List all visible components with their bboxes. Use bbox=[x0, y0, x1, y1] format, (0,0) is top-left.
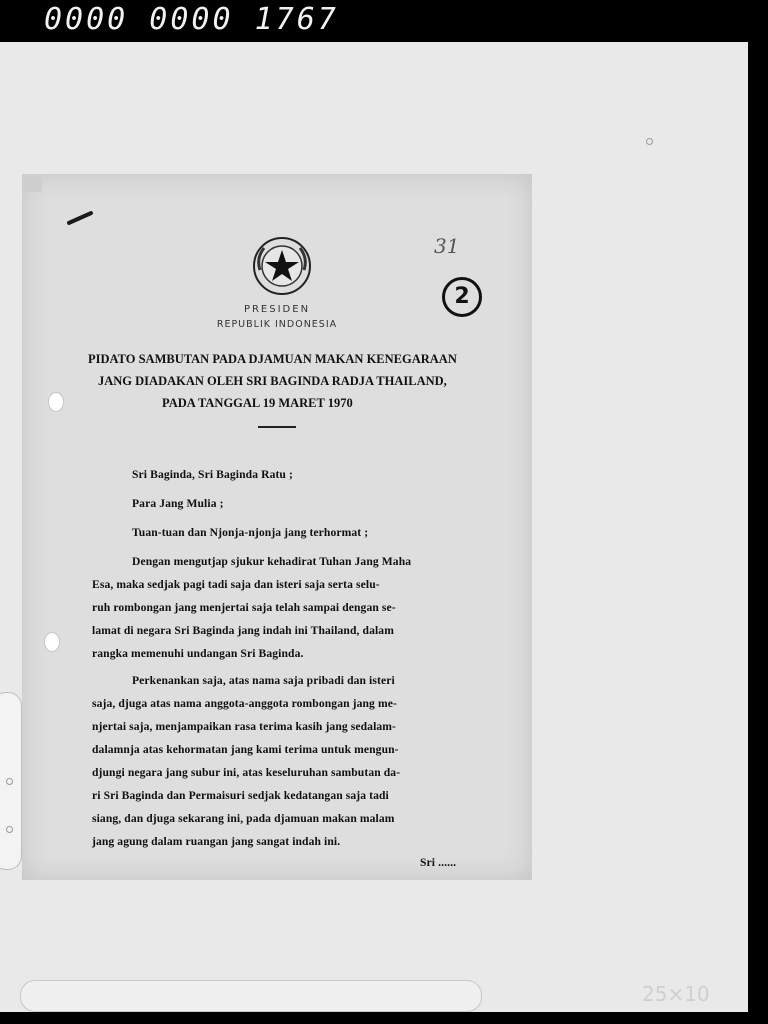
paragraph-line: lamat di negara Sri Baginda jang indah ini Thailand, dalam bbox=[92, 624, 394, 637]
handwritten-number: 31 bbox=[434, 234, 460, 258]
pen-mark bbox=[66, 210, 93, 225]
paragraph-line: njertai saja, menjampaikan rasa terima kasih jang sedalam- bbox=[92, 720, 397, 733]
paragraph-line: Esa, maka sedjak pagi tadi saja dan isteri saja serta selu- bbox=[92, 578, 380, 591]
title-divider bbox=[258, 426, 296, 428]
document-page bbox=[22, 174, 532, 880]
film-frame-code: 0000 0000 1767 bbox=[44, 2, 339, 37]
document-title-line: JANG DIADAKAN OLEH SRI BAGINDA RADJA THAILAND, bbox=[98, 374, 447, 388]
paragraph-line: ri Sri Baginda dan Permaisuri sedjak kedatangan saja tadi bbox=[92, 789, 389, 802]
mount-bottom-slot bbox=[20, 980, 482, 1012]
paragraph-line: ruh rombongan jang menjertai saja telah sampai dengan se- bbox=[92, 601, 396, 614]
paragraph-line: jang agung dalam ruangan jang sangat indah ini. bbox=[92, 835, 341, 848]
mount-dot bbox=[646, 138, 653, 145]
mount-dot bbox=[6, 778, 13, 785]
paragraph-line: Dengan mengutjap sjukur kehadirat Tuhan Jang Maha bbox=[132, 555, 412, 568]
mount-dot bbox=[6, 826, 13, 833]
document-title-line: PIDATO SAMBUTAN PADA DJAMUAN MAKAN KENEGARAAN bbox=[88, 352, 457, 366]
salutation-line: Sri Baginda, Sri Baginda Ratu ; bbox=[132, 468, 293, 481]
paragraph-line: dalamnja atas kehormatan jang kami terima untuk mengun- bbox=[92, 743, 399, 756]
letterhead-title: PRESIDEN bbox=[243, 304, 311, 315]
document-title-line: PADA TANGGAL 19 MARET 1970 bbox=[162, 396, 353, 410]
paragraph-line: saja, djuga atas nama anggota-anggota rombongan jang me- bbox=[92, 697, 397, 710]
paragraph-line: djungi negara jang subur ini, atas keseluruhan sambutan da- bbox=[92, 766, 401, 779]
scanner-mount bbox=[0, 42, 748, 1012]
salutation-line: Tuan-tuan dan Njonja-njonja jang terhormat ; bbox=[132, 526, 369, 539]
salutation-line: Para Jang Mulia ; bbox=[132, 497, 224, 510]
punch-hole bbox=[48, 392, 64, 412]
continuation-catchword: Sri ...... bbox=[420, 856, 457, 869]
paragraph-line: rangka memenuhi undangan Sri Baginda. bbox=[92, 647, 304, 660]
circled-page-number: 2 bbox=[442, 277, 482, 317]
paragraph-line: Perkenankan saja, atas nama saja pribadi dan isteri bbox=[132, 674, 395, 687]
presidential-seal-icon bbox=[252, 236, 312, 296]
punch-hole bbox=[44, 632, 60, 652]
letterhead-subtitle: REPUBLIK INDONESIA bbox=[216, 319, 338, 330]
reduction-ratio-label: 25×10 bbox=[642, 982, 710, 1006]
paragraph-line: siang, dan djuga sekarang ini, pada djamuan makan malam bbox=[92, 812, 395, 825]
